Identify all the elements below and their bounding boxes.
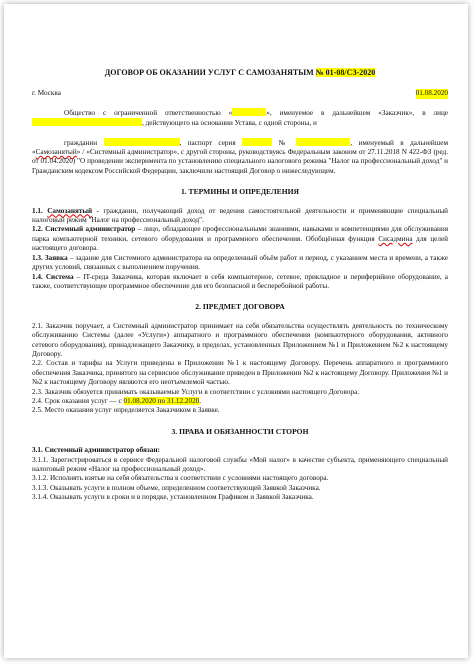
term-1-4: 1.4. Система – IT-среда Заказчика, которая включает в себя компьютерное, сетевое, прикладное и периферийное оборудование, а также, соответствующее программное обеспечение для его безопасной и бесперебойной работы. [32,272,448,290]
section-3-heading: 3. ПРАВА И ОБЯЗАННОСТИ СТОРОН [171,426,309,436]
place-date-row [32,89,448,98]
contractor-paragraph: гражданин , паспорт серия № , именуемый в дальнейшем «Самозанятый» / «Системный администратор», с другой стороны, руководствуясь Федеральным законом от 27.11.2018 N 422-ФЗ (ред. от 01.04.2020) "О проведении эксперимента по установлению специального налогового режима "Налог на профессиональный доход" и Гражданским кодексом Российской Федерации, заключили настоящий Договор о нижеследующем. [32,138,449,175]
clause-3-1-2: 3.1.2. Исполнять взятые на себя обязательства в соответствии с условиями настоящего договора. [32,474,329,483]
clause-3-1-1: 3.1.1. Зарегистрироваться в сервисе Федеральной налоговой службы «Мой налог» в качестве субъекта, применяющего специальный налоговый режим «Налог на профессиональный доход». [32,455,448,473]
clause-2-5: 2.5. Место оказания услуг определяется Заказчиком в Заявке. [32,406,220,415]
clause-2-3: 2.3. Заказчик обязуется принимать оказываемые Услуги в соответствии с условиями настоящего Договора. [32,387,360,396]
city: г. Москва [32,89,61,98]
term-1-1: 1.1. Самозанятый - гражданин, получающий доход от ведения самостоятельной деятельности и применяющие специальный налоговый режим "Налог на профессиональный доход". [32,206,449,225]
clause-3-1-heading: 3.1. Системный администратор обязан: [32,446,160,455]
term-1-3: 1.3. Заявка – задание для Системного администратора на определенный объём работ и период, с указанием места и времени, а также других условий, связанных с выполнением поручения. [32,253,449,272]
clause-2-4: 2.4. Срок оказания услуг — с 01.08.2020 по 31.12.2020. [32,396,202,405]
clause-3-1-4: 3.1.4. Оказывать услуги в сроки и в порядке, установленном Графиком и Заявкой Заказчика. [32,493,314,502]
document-page [4,4,468,658]
section-2-heading: 2. ПРЕДМЕТ ДОГОВОРА [195,302,285,312]
section-1-heading: 1. ТЕРМИНЫ И ОПРЕДЕЛЕНИЯ [180,187,300,197]
passport-series-blank [242,138,272,146]
director-name-blank [32,118,142,126]
company-name-blank [232,108,266,116]
passport-number-blank [296,138,350,146]
contract-title: ДОГОВОР ОБ ОКАЗАНИИ УСЛУГ С САМОЗАНЯТЫМ № 01-08/СЗ-2020 [104,68,376,77]
contract-date: 01.08.2020 [415,89,448,98]
citizen-name-blank [104,138,180,146]
clause-2-1: 2.1. Заказчик поручает, а Системный администратор принимает на себя обязательства осуществлять деятельность по техническому обслуживанию Системы (далее «Услуги») аппаратного и программного обеспечения (компьютерного оборудования, активного сетевого оборудования), принадлежащего Заказчику, в пределах, установленных Приложением №1 и Приложением №2 к настоящему Договору. [32,321,448,358]
document-content [32,68,448,503]
term-1-2: 1.2. Системный администратор – лицо, обладающее профессиональными знаниями, навыками и компетенциями для обслуживания парка компьютерной техники, сетевого оборудования и программного обеспечения. Обобщённая функция Сисадмина для целей настоящего договора. [32,225,449,253]
customer-paragraph: Общество с ограниченной ответственностью « », именуемое в дальнейшем «Заказчик», в лице , действующего на основании Устава, с одной стороны, и [32,108,448,129]
service-period: 01.08.2020 по 31.12.2020 [123,396,200,405]
clause-2-2: 2.2. Состав и тарифы на Услуги приведены в Приложении №1 к настоящему Договору. Перечень аппаратного и программного обеспечения Заказчика, принятого на сервисное обслуживание приведен в Приложении №2 к настоящему Договору. Приложения №1 и №2 к настоящему Договору являются его неотъемлемой частью. [32,359,448,387]
clause-3-1-3: 3.1.3. Оказывать услуги в полном объеме, определенном соответствующей Заявкой Заказчика. [32,483,321,492]
contract-number: № 01-08/СЗ-2020 [315,68,376,77]
